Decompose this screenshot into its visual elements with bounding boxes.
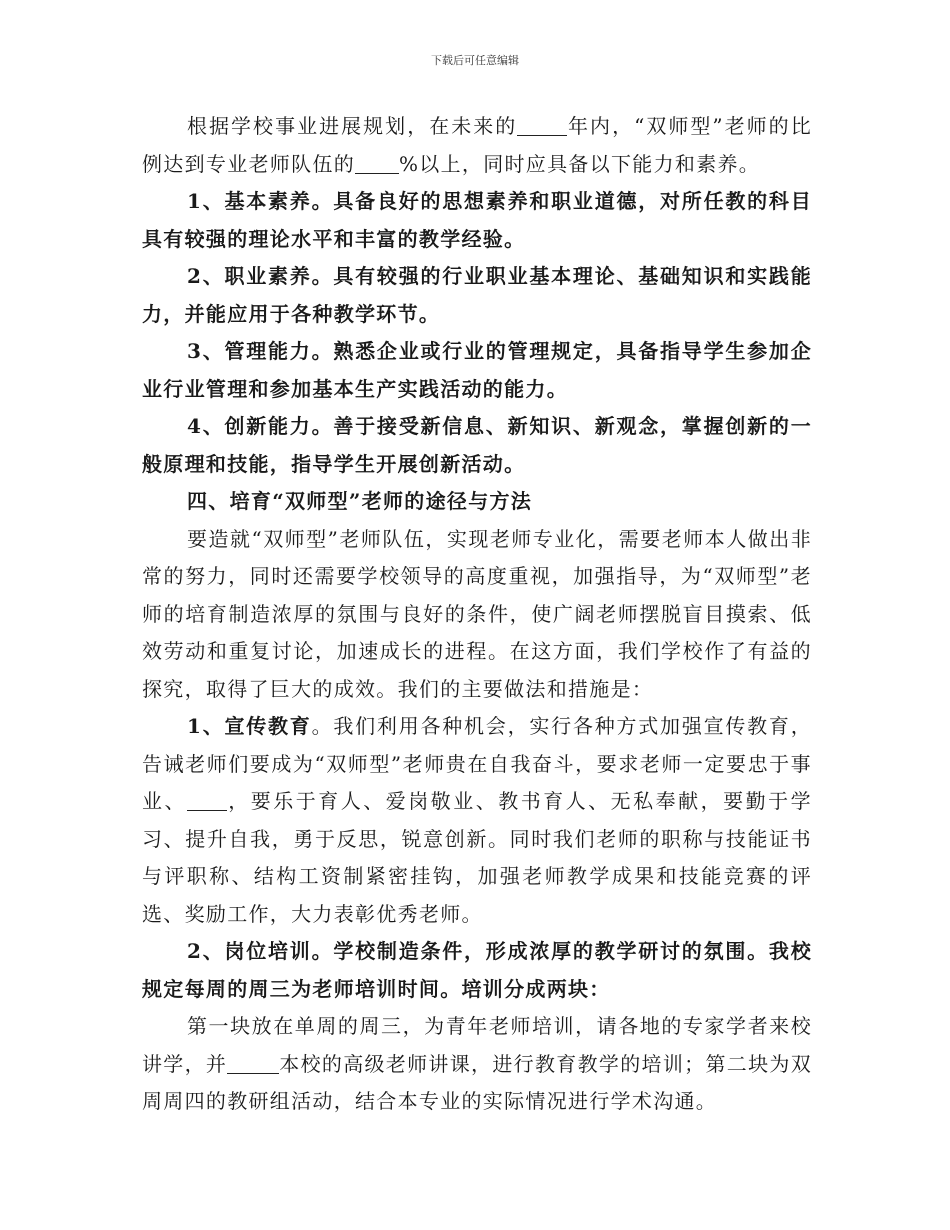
- paragraph-methods-intro: 要造就“双师型”老师队伍，实现老师专业化，需要老师本人做出非常的努力，同时还需要学校领导的高度重视，加强指导，为“双师型”老师的培育制造浓厚的氛围与良好的条件，使广阔老师摆脱盲目摸索、低效劳动和重复讨论，加速成长的进程。在这方面，我们学校作了有益的探究，取得了巨大的成效。我们的主要做法和措施是：: [142, 526, 812, 701]
- section-heading: 四、培育“双师型”老师的途径与方法: [187, 489, 533, 513]
- paragraph-plan-text-c: %以上，同时应具备以下能力和素养。: [399, 151, 761, 176]
- paragraph-basic-quality: 1、基本素养。具备良好的思想素养和职业道德，对所任教的科目具有较强的理论水平和丰富的教学经验。: [142, 189, 812, 251]
- paragraph-publicity-text-b: ，要乐于育人、爱岗敬业、教书育人、无私奉献，要勤于学习、提升自我，勇于反思，锐意创新。同时我们老师的职称与技能证书与评职称、结构工资制紧密挂钩，加强老师教学成果和技能竞赛的评选、奖励工作，大力表彰优秀老师。: [142, 789, 812, 926]
- paragraph-schedule-text-a: 第一块放在单周的周三，为青年老师培训，请各地的专家学者来校讲学，并: [142, 1014, 812, 1076]
- paragraph-innovation-ability: 4、创新能力。善于接受新信息、新知识、新观念，掌握创新的一般原理和技能，指导学生开展创新活动。: [142, 414, 812, 476]
- paragraph-professional-quality: 2、职业素养。具有较强的行业职业基本理论、基础知识和实践能力，并能应用于各种教学环节。: [142, 264, 812, 326]
- page-header: 下载后可任意编辑: [431, 54, 519, 67]
- paragraph-schedule-text-b: 本校的高级老师讲课，进行教育教学的培训；第二块为双周周四的教研组活动，结合本专业的实际情况进行学术沟通。: [142, 1051, 813, 1113]
- fill-blank: [517, 111, 567, 136]
- paragraph-publicity-heading: 1、宣传教育: [187, 714, 312, 738]
- paragraph-plan-text-a: 根据学校事业进展规划，在未来的: [187, 114, 518, 138]
- paragraph-management-ability: 3、管理能力。熟悉企业或行业的管理规定，具备指导学生参加企业行业管理和参加基本生产实践活动的能力。: [142, 339, 812, 401]
- fill-blank: [187, 786, 227, 811]
- paragraph-publicity-text-a: 。我们利用各种机会，实行各种方式加强宣传教育，告诫老师们要成为“双师型”老师贵在自我奋斗，要求老师一定要忠于事业、: [142, 714, 813, 813]
- document-body: [142, 108, 812, 1121]
- paragraph-job-training: 2、岗位培训。学校制造条件，形成浓厚的教学研讨的氛围。我校规定每周的周三为老师培训时间。培训分成两块：: [142, 939, 812, 1001]
- paragraph-training-schedule: [142, 1008, 812, 1121]
- paragraph-publicity-education: [142, 708, 812, 933]
- paragraph-plan: [142, 108, 812, 183]
- fill-blank: [227, 1049, 279, 1074]
- paragraph-plan-text-b: 年内，“双师型”老师的比例达到专业老师队伍的: [142, 114, 813, 176]
- fill-blank: [355, 149, 399, 174]
